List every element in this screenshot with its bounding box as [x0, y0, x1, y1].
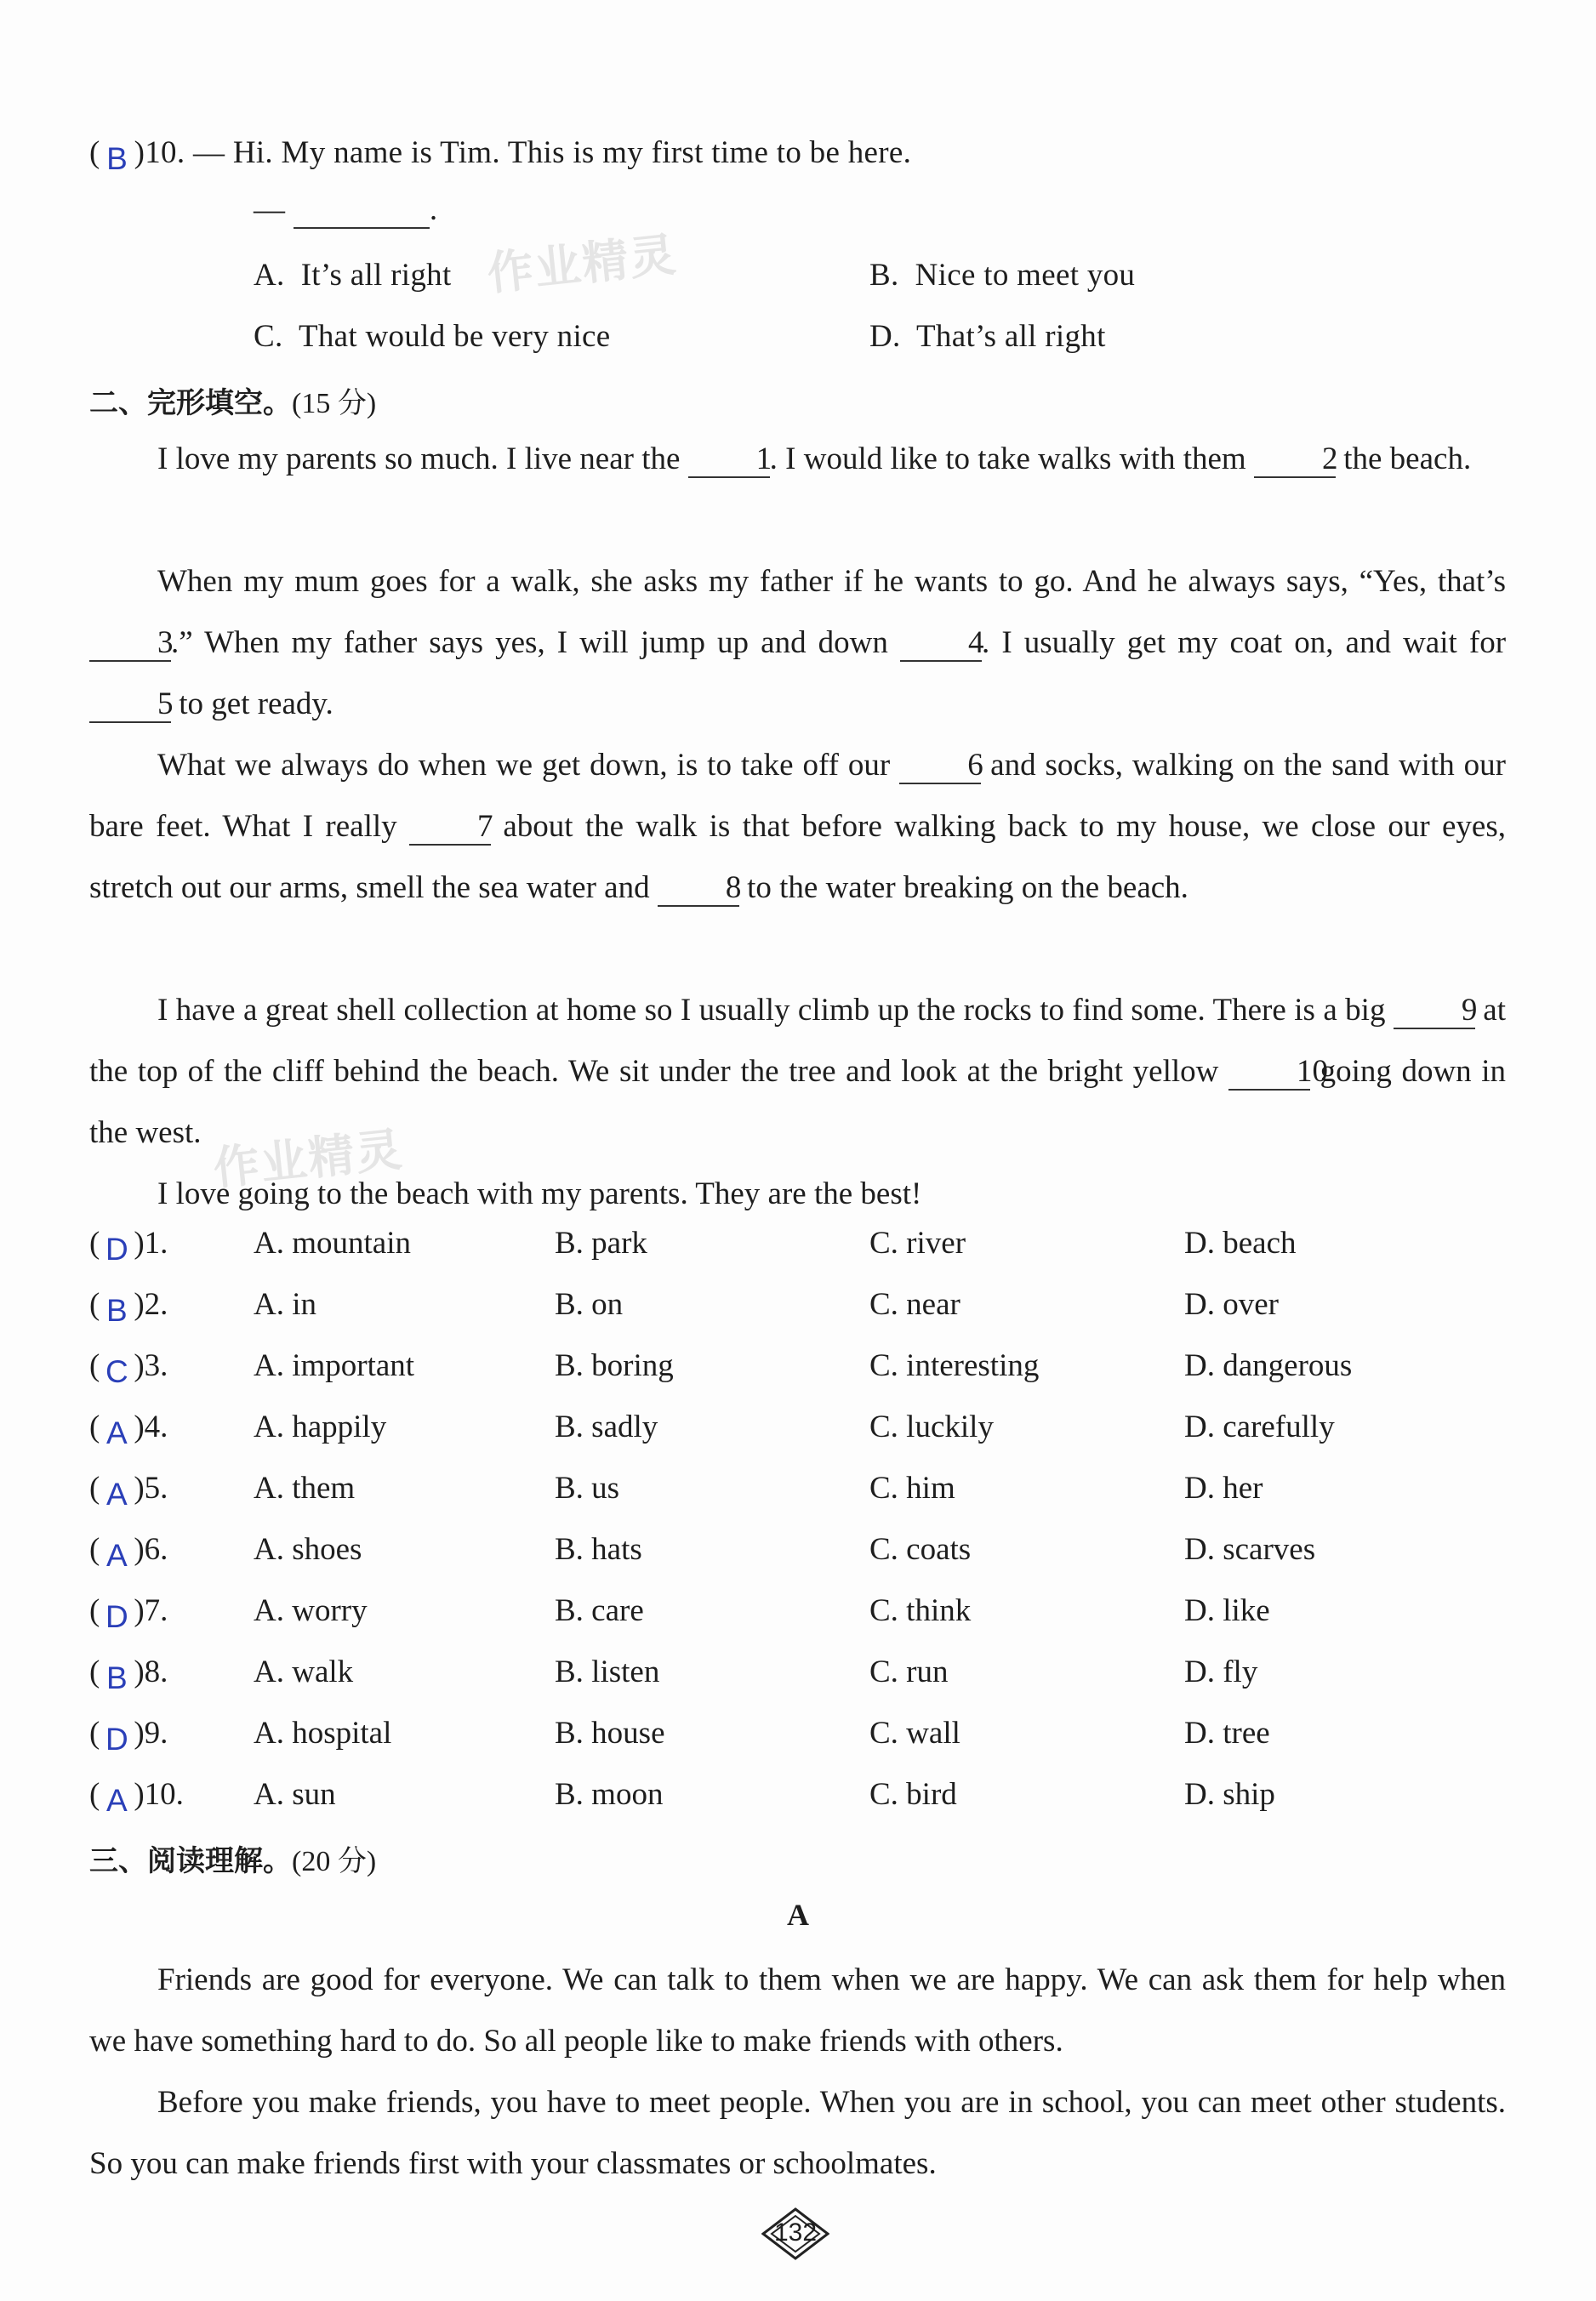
cloze-paragraph-1: I love my parents so much. I live near the 1. I would like to take walks with them 2 the beach. — [157, 441, 1472, 476]
answer-mark: A — [105, 1477, 128, 1512]
option-c: C. river — [869, 1226, 966, 1261]
cloze-paragraph-2: When my mum goes for a walk, she asks my father if he wants to go. And he always says, “Yes, that’s 3.” When my father says yes, I will jump up and down 4. I usually get my coat on, and wait for 5 to get ready. — [89, 551, 1506, 735]
question-number: ( A )5. — [89, 1471, 168, 1512]
option-c: C. coats — [869, 1532, 972, 1567]
blank-8: 8 — [658, 872, 739, 907]
answer-mark: B — [105, 1293, 128, 1328]
cloze-paragraph-3: What we always do when we get down, is to take off our 6 and socks, walking on the sand with our bare feet. What I really 7 about the walk is that before walking back to my house, we close our eyes, stretch out our arms, smell the sea water and 8 to the water breaking on the beach. — [89, 748, 1507, 905]
question-number: ( B )8. — [89, 1655, 168, 1695]
blank-5: 5 — [89, 688, 171, 723]
answer-mark: A — [105, 1538, 128, 1573]
question-number: ( A )10. — [89, 1777, 184, 1818]
option-c: C. bird — [869, 1777, 957, 1812]
option-c: C. interesting — [869, 1348, 1040, 1383]
option-a: A. sun — [254, 1777, 336, 1812]
reading-paragraph-2: Before you make friends, you have to meet people. When you are in school, you can meet other students. So you can make friends first with your classmates or schoolmates. — [89, 2085, 1506, 2181]
cloze-question-row — [0, 1776, 1596, 1827]
cloze-question-row — [0, 1347, 1596, 1398]
answer-mark: D — [105, 1232, 128, 1267]
option-a: A. important — [254, 1348, 415, 1383]
cloze-question-row — [0, 1531, 1596, 1582]
option-a: A. happily — [254, 1410, 387, 1444]
answer-mark: A — [105, 1783, 128, 1818]
option-a: A. It’s all right — [254, 258, 452, 293]
option-d: D. scarves — [1184, 1532, 1316, 1567]
cloze-question-row — [0, 1225, 1596, 1276]
option-b: B. sadly — [555, 1410, 658, 1444]
option-b: B. house — [555, 1716, 665, 1751]
question-number: ( D )7. — [89, 1593, 168, 1634]
answer-mark: C — [105, 1354, 128, 1389]
option-a: A. hospital — [254, 1716, 392, 1751]
blank-3: 3 — [89, 627, 171, 662]
page-number: 132 — [773, 2218, 818, 2247]
answer-mark: A — [105, 1415, 128, 1450]
cloze-question-row — [0, 1715, 1596, 1766]
cloze-question-row — [0, 1470, 1596, 1521]
option-b: B. moon — [555, 1777, 664, 1812]
option-b: B. listen — [555, 1655, 660, 1689]
cloze-paragraph-4: I have a great shell collection at home so I usually climb up the rocks to find some. There is a big 9 at the top of the cliff behind the beach. We sit under the tree and look at the bright yellow 10 going down in the west. — [89, 993, 1507, 1150]
option-a: A. them — [254, 1471, 356, 1506]
option-b: B. on — [555, 1287, 624, 1322]
blank-7: 7 — [409, 811, 491, 846]
option-d: D. That’s all right — [869, 319, 1106, 354]
option-c: C. him — [869, 1471, 955, 1506]
blank-10: 10 — [1228, 1056, 1310, 1091]
question-text: — Hi. My name is Tim. This is my first time to be here. — [192, 135, 912, 170]
option-a: A. mountain — [254, 1226, 411, 1261]
question-10-stem: ( B )10. — Hi. My name is Tim. This is my first time to be here. — [89, 135, 912, 176]
option-b: B. us — [555, 1471, 620, 1506]
cloze-question-row — [0, 1409, 1596, 1460]
option-b: B. boring — [555, 1348, 674, 1383]
question-number: ( D )1. — [89, 1226, 168, 1267]
question-number: ( A )4. — [89, 1410, 168, 1450]
section-2-heading: 二、完形填空。(15 分) — [89, 386, 377, 420]
option-d: D. over — [1184, 1287, 1279, 1322]
blank-2: 2 — [1254, 443, 1336, 478]
option-c: C. run — [869, 1655, 949, 1689]
question-number: ( D )9. — [89, 1716, 168, 1757]
option-c: C. near — [869, 1287, 960, 1322]
cloze-paragraph-5: I love going to the beach with my parents. They are the best! — [157, 1176, 922, 1211]
option-d: D. beach — [1184, 1226, 1297, 1261]
blank-4: 4 — [900, 627, 982, 662]
answer-mark: B — [105, 1660, 128, 1695]
watermark: 作业精灵 — [210, 1122, 407, 1196]
blank-9: 9 — [1394, 994, 1475, 1029]
reading-paragraph-1: Friends are good for everyone. We can talk to them when we are happy. We can ask them for help when we have something hard to do. So all people like to make friends with others. — [89, 1962, 1506, 2059]
section-3-heading: 三、阅读理解。(20 分) — [89, 1844, 377, 1878]
option-c: C. That would be very nice — [254, 319, 611, 354]
answer-mark: D — [105, 1599, 128, 1634]
option-d: D. dangerous — [1184, 1348, 1353, 1383]
question-10-reply: — . — [254, 192, 438, 227]
question-number: ( B )2. — [89, 1287, 168, 1328]
option-b: B. hats — [555, 1532, 642, 1567]
question-number: ( C )3. — [89, 1348, 168, 1389]
watermark: 作业精灵 — [484, 227, 681, 301]
blank-1: 1 — [688, 443, 770, 478]
option-c: C. luckily — [869, 1410, 994, 1444]
option-c: C. wall — [869, 1716, 960, 1751]
answer-mark: B — [106, 141, 128, 176]
option-d: D. fly — [1184, 1655, 1258, 1689]
page-number-badge — [761, 2207, 829, 2260]
option-b: B. Nice to meet you — [869, 258, 1136, 293]
question-number: ( A )6. — [89, 1532, 168, 1573]
cloze-question-row — [0, 1654, 1596, 1705]
cloze-question-row — [0, 1592, 1596, 1643]
option-d: D. like — [1184, 1593, 1270, 1628]
option-a: A. worry — [254, 1593, 368, 1628]
option-a: A. shoes — [254, 1532, 362, 1567]
option-d: D. ship — [1184, 1777, 1275, 1812]
option-b: B. care — [555, 1593, 644, 1628]
option-d: D. tree — [1184, 1716, 1270, 1751]
option-c: C. think — [869, 1593, 972, 1628]
answer-mark: D — [105, 1722, 128, 1757]
option-a: A. walk — [254, 1655, 354, 1689]
cloze-question-row — [0, 1286, 1596, 1337]
option-d: D. carefully — [1184, 1410, 1335, 1444]
passage-label: A — [787, 1898, 809, 1932]
option-b: B. park — [555, 1226, 647, 1261]
blank-6: 6 — [899, 749, 981, 784]
option-d: D. her — [1184, 1471, 1263, 1506]
option-a: A. in — [254, 1287, 316, 1322]
